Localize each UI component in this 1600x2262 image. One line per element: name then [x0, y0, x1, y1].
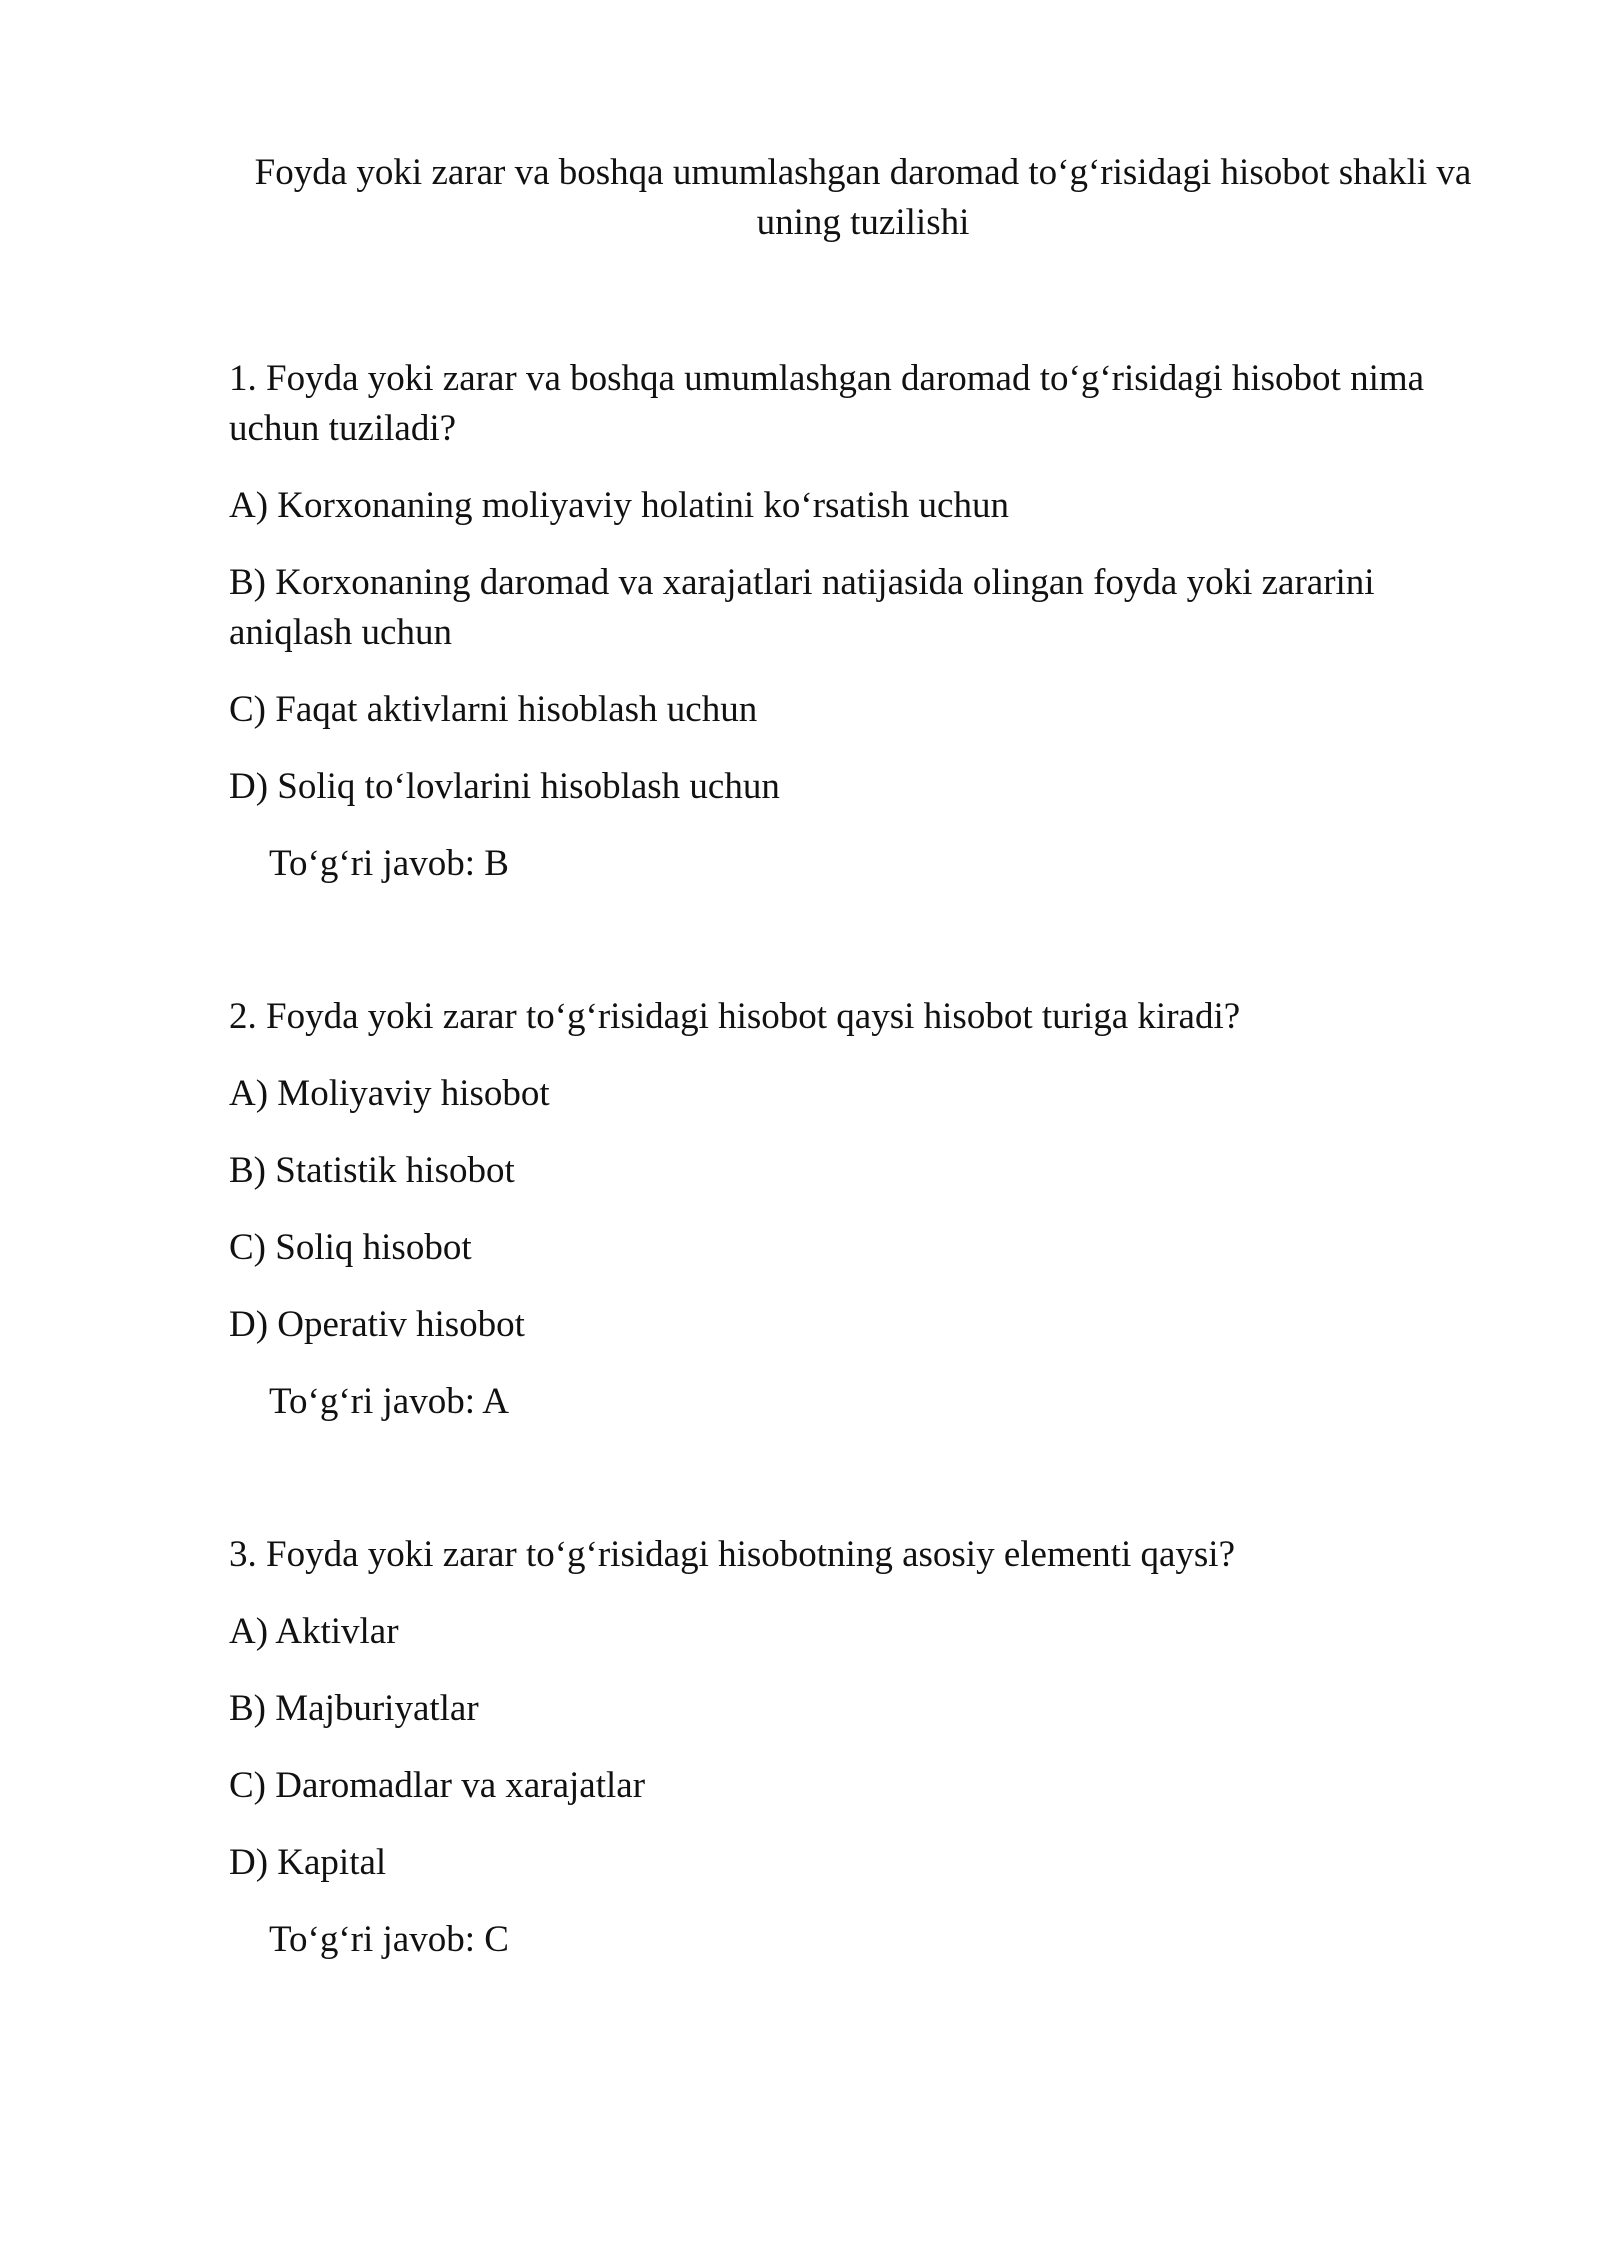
option-b: B) Majburiyatlar	[229, 1688, 479, 1729]
spacer	[229, 889, 1499, 992]
correct-answer: To‘g‘ri javob: C	[269, 1919, 509, 1960]
spacer	[229, 1427, 1499, 1530]
question-list	[229, 354, 1499, 1965]
option-d: D) Operativ hisobot	[229, 1304, 525, 1345]
option-c: C) Soliq hisobot	[229, 1227, 472, 1268]
question-1	[229, 354, 1499, 889]
option-b: B) Statistik hisobot	[229, 1150, 515, 1191]
option-a: A) Korxonaning moliyaviy holatini ko‘rsatish uchun	[229, 485, 1009, 526]
document-title: Foyda yoki zarar va boshqa umumlashgan daromad to‘g‘risidagi hisobot shakli va uning tuzilishi	[254, 152, 1472, 243]
question-text: 3. Foyda yoki zarar to‘g‘risidagi hisobotning asosiy elementi qaysi?	[229, 1534, 1235, 1575]
question-text: 1. Foyda yoki zarar va boshqa umumlashgan daromad to‘g‘risidagi hisobot nima uchun tuziladi?	[229, 358, 1425, 449]
correct-answer: To‘g‘ri javob: B	[269, 843, 509, 884]
option-d: D) Kapital	[229, 1842, 387, 1883]
option-b: B) Korxonaning daromad va xarajatlari natijasida olingan foyda yoki zararini aniqlash uchun	[229, 562, 1375, 653]
question-text: 2. Foyda yoki zarar to‘g‘risidagi hisobot qaysi hisobot turiga kiradi?	[229, 996, 1241, 1037]
option-c: C) Daromadlar va xarajatlar	[229, 1765, 646, 1806]
option-c: C) Faqat aktivlarni hisoblash uchun	[229, 689, 758, 730]
question-2	[229, 992, 1499, 1427]
correct-answer: To‘g‘ri javob: A	[269, 1381, 509, 1422]
option-a: A) Moliyaviy hisobot	[229, 1073, 550, 1114]
question-3	[229, 1530, 1499, 1965]
option-d: D) Soliq to‘lovlarini hisoblash uchun	[229, 766, 780, 807]
option-a: A) Aktivlar	[229, 1611, 399, 1652]
